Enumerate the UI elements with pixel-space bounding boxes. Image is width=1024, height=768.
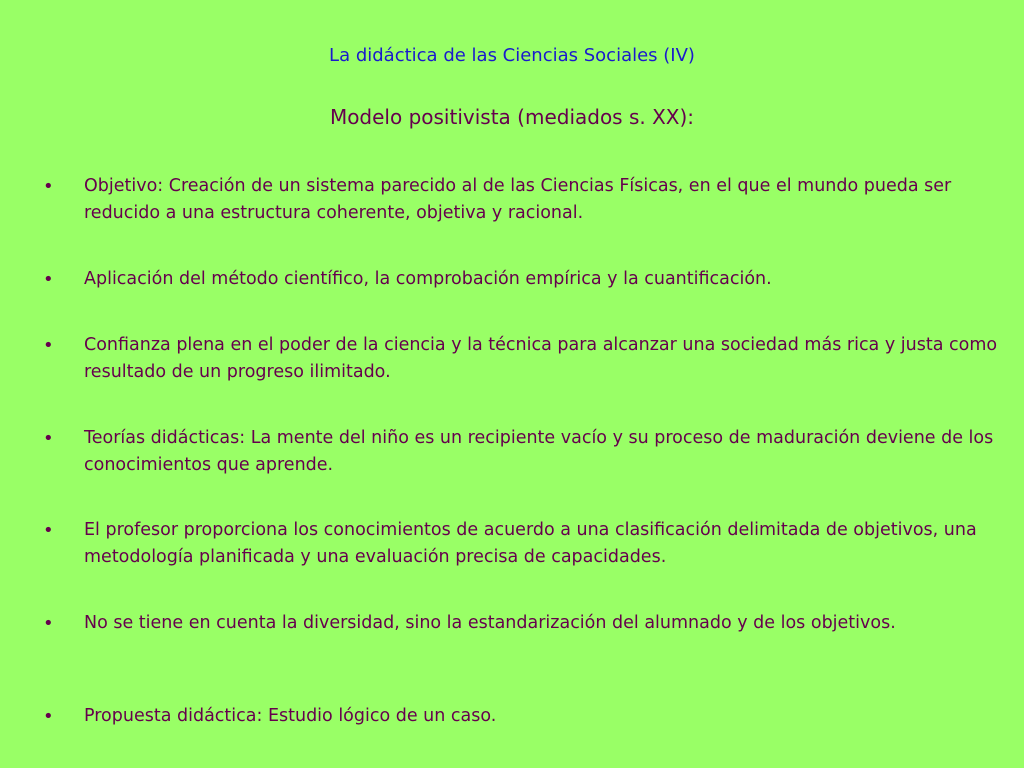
slide-title: La didáctica de las Ciencias Sociales (IV) <box>329 45 695 66</box>
bullet-marker: • <box>43 706 54 727</box>
bullet-text: Propuesta didáctica: Estudio lógico de un caso. <box>84 706 497 726</box>
bullet-marker: • <box>43 176 54 197</box>
bullet-marker: • <box>43 428 54 449</box>
bullet-marker: • <box>43 335 54 356</box>
bullet-marker: • <box>43 613 54 634</box>
bullet-marker: • <box>43 269 54 290</box>
bullet-text: Confianza plena en el poder de la ciencia y la técnica para alcanzar una sociedad más rica y justa como resultado de un progreso ilimitado. <box>84 335 998 382</box>
bullet-text: Teorías didácticas: La mente del niño es un recipiente vacío y su proceso de maduración deviene de los conocimientos que aprende. <box>84 428 994 475</box>
bullet-text: Aplicación del método científico, la comprobación empírica y la cuantificación. <box>84 269 772 289</box>
bullet-text: Objetivo: Creación de un sistema parecido al de las Ciencias Físicas, en el que el mundo pueda ser reducido a una estructura coherente, objetiva y racional. <box>84 176 952 223</box>
bullet-text: El profesor proporciona los conocimientos de acuerdo a una clasificación delimitada de objetivos, una metodología planificada y una evaluación precisa de capacidades. <box>84 520 977 567</box>
bullet-marker: • <box>43 520 54 541</box>
slide-subtitle: Modelo positivista (mediados s. XX): <box>329 105 695 129</box>
bullet-text: No se tiene en cuenta la diversidad, sino la estandarización del alumnado y de los objetivos. <box>84 613 896 633</box>
